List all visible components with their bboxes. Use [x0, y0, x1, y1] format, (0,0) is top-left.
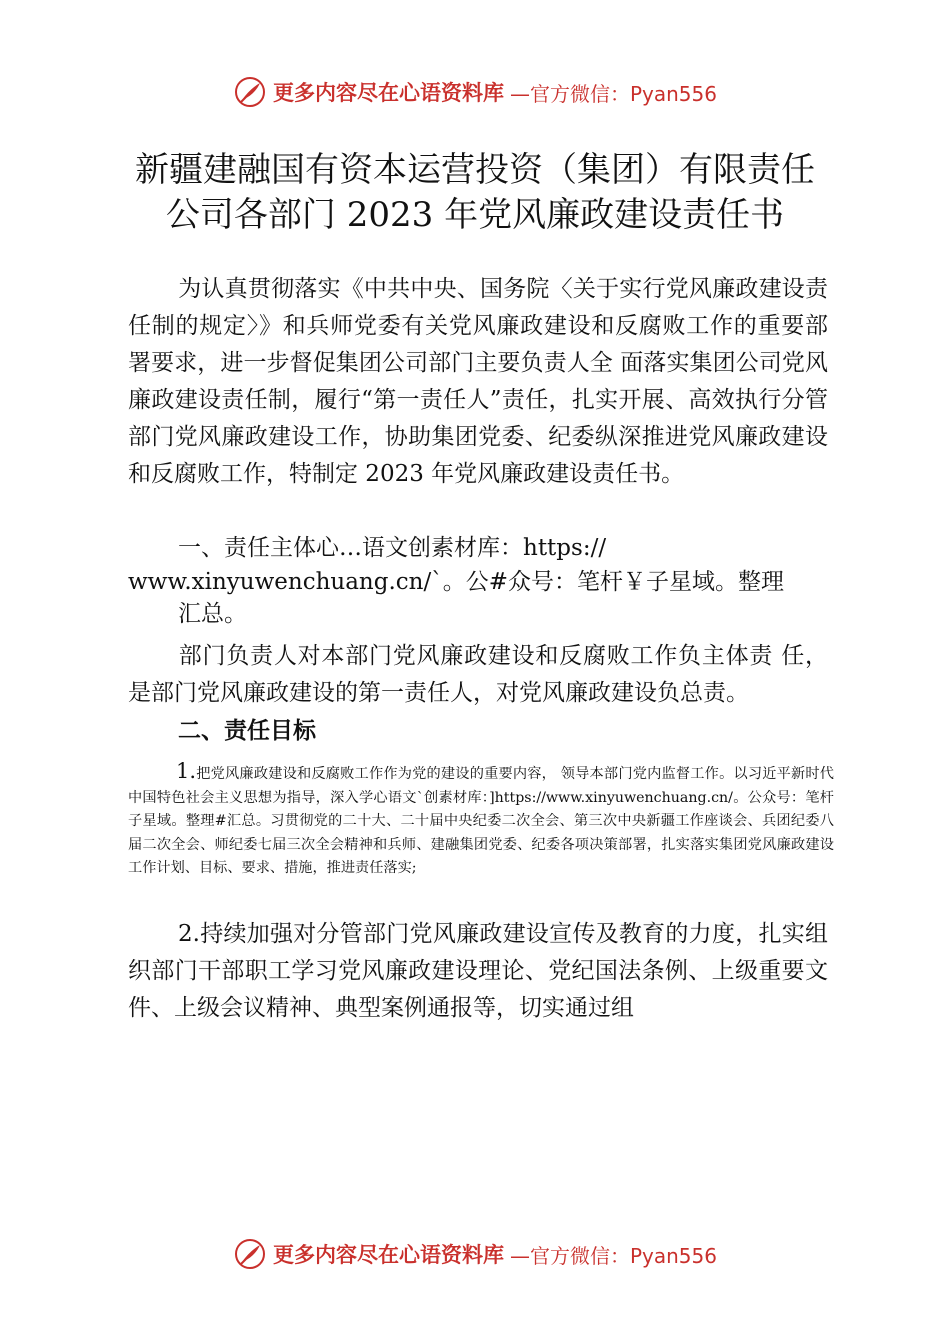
banner-sub-text: —官方微信：Pyan556 [509, 1243, 717, 1268]
banner-sub-text: —官方微信：Pyan556 [509, 81, 717, 106]
section1-heading-c: 汇总。 [178, 601, 247, 627]
title-line-1: 新疆建融国有资本运营投资（集团）有限责任 [135, 150, 815, 190]
section1-paragraph [128, 638, 828, 712]
item2-paragraph [128, 916, 828, 1027]
section1-text: 部门负责人对本部门党风廉政建设和反腐败工作负主体责 任，是部门党风廉政建设的第一责任人，对党风廉政建设负总责。 [128, 643, 828, 706]
banner-main-text: 更多内容尽在心语资料库 [272, 1242, 504, 1267]
section1-heading-line [128, 530, 828, 567]
item1-paragraph [128, 760, 834, 881]
section1-tail-line [178, 596, 878, 633]
intro-text: 为认真贯彻落实《中共中央、国务院〈关于实行党风廉政建设责任制的规定〉》和兵师党委有关党风廉政建设和反腐败工作的重要部署要求，进一步督促集团公司部门主要负责人全 面落实集团公司党风廉政建设责任制，履行“第一责任人”责任，扎实开展、高效执行分管部门党风廉政建设工作，协助集团党委、纪委纵深推进党风廉政建设和反腐败工作，特制定 2023 年党风廉政建设责任书。 [128, 276, 828, 487]
item1-text: 把党风廉政建设和反腐败工作作为党的建设的重要内容， 领导本部门党内监督工作。以习近平新时代中国特色社会主义思想为指导，深入学心语文`创素材库：]https://www.xinyuwenchuang.cn/。公众号：笔杆子星域。整理#汇总。习贯彻党的二十大、二十届中央纪委二次全会、第三次中央新疆工作座谈会、兵团纪委八届二次全会、师纪委七届三次全会精神和兵师、建融集团党委、纪委各项决策部署，扎实落实集团党风廉政建设工作计划、目标、要求、措施，推进责任落实; [128, 766, 834, 876]
item1-number: 1. [176, 759, 197, 783]
intro-paragraph [128, 271, 828, 493]
section1-heading-b: www.xinyuwenchuang.cn/`。公#众号：笔杆￥子星域。整理 [128, 569, 784, 595]
header-watermark-banner [0, 72, 950, 112]
title-line-2: 公司各部门 2023 年党风廉政建设责任书 [165, 195, 785, 235]
document-title [60, 148, 890, 238]
section1-heading-a: 一、责任主体心…语文创素材库：https:// [178, 535, 607, 561]
feather-pen-icon [233, 1237, 267, 1271]
item2-text: 2.持续加强对分管部门党风廉政建设宣传及教育的力度，扎实组织部门干部职工学习党风廉政建设理论、党纪国法条例、上级重要文件、上级会议精神、典型案例通报等，切实通过组 [128, 921, 828, 1021]
banner-main-text: 更多内容尽在心语资料库 [272, 80, 504, 105]
feather-pen-icon [233, 75, 267, 109]
footer-watermark-banner [0, 1234, 950, 1274]
section2-heading: 二、责任目标 [178, 718, 316, 744]
